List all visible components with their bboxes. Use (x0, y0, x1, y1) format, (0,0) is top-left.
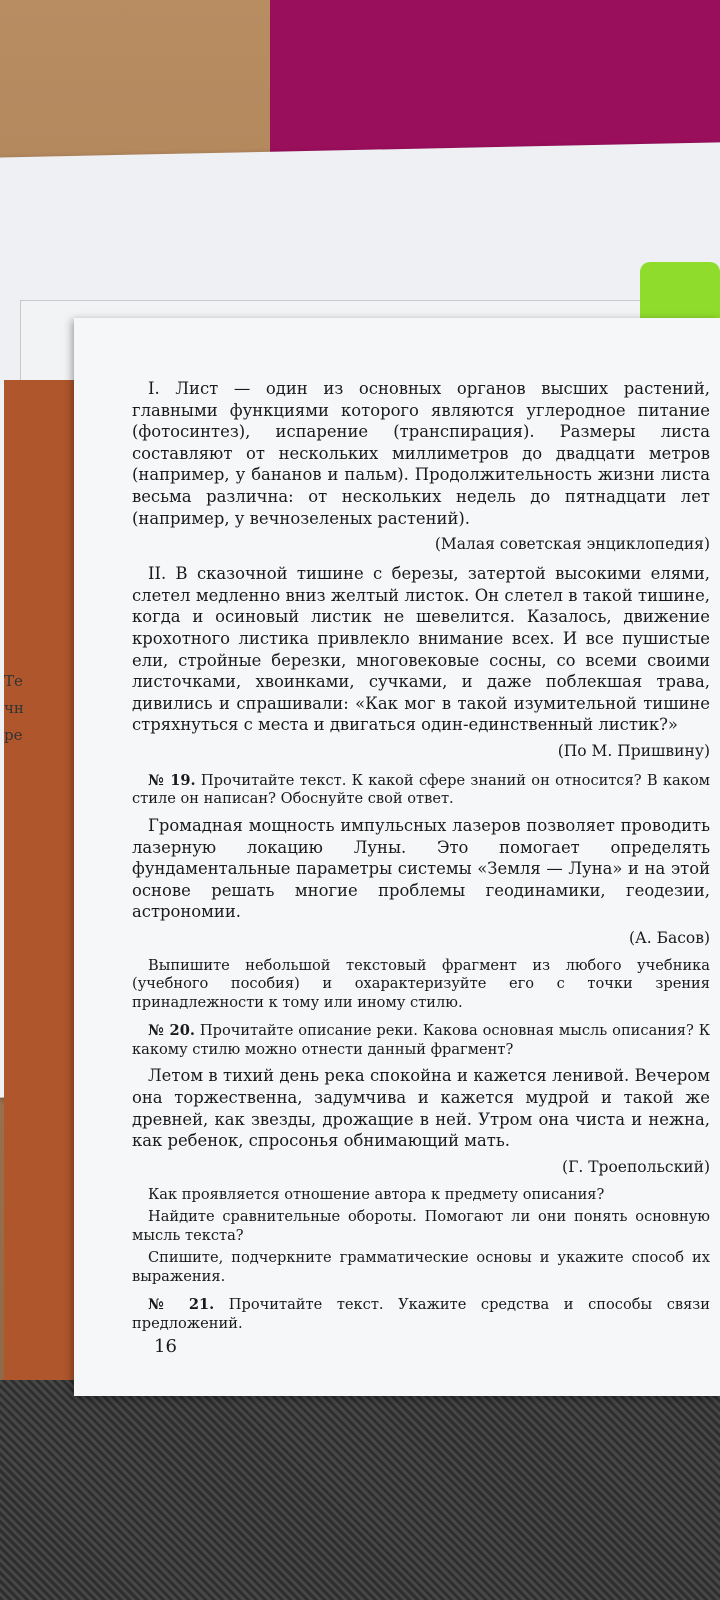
task-20 (132, 1022, 710, 1059)
page-content (132, 378, 710, 1339)
task-19-text: Прочитайте текст. К какой сфере знаний он относится? В каком стиле он написан? Обоснуйте свой ответ. (132, 771, 710, 808)
source-encyclopedia: (Малая советская энциклопедия) (434, 535, 710, 554)
text-lasers: Громадная мощность импульсных лазеров позволяет проводить лазерную локацию Луны. Это помогает определять фундаментальные параметры системы «Земля — Луна» и на этой основе решать многие проблемы геодинамики, геодезии, астрономии. (132, 815, 710, 922)
task-extra: Выпишите небольшой текстовый фрагмент из любого учебника (учебного пособия) и охарактеризуйте его с точки зрения принадлежности к тому или иному стилю. (132, 956, 710, 1011)
task-19-number: № 19. (148, 771, 196, 789)
page-number: 16 (154, 1336, 177, 1357)
text-leaf-encyclopedia: I. Лист — один из основных органов высших растений, главными функциями которого являются углеродное питание (фотосинтез), испарение (транспирация). Размеры листа составляют от нескольких миллиметров до двадцати метров (например, у бананов и пальм). Продолжительность жизни листа весьма различна: от нескольких недель до пятнадцати лет (например, у вечнозеленых растений). (132, 379, 710, 528)
question-1: Как проявляется отношение автора к предмету описания? (148, 1185, 605, 1203)
source-troepolsky: (Г. Троепольский) (562, 1157, 710, 1176)
text-leaf-prishvin: II. В сказочной тишине с березы, затертой высокими елями, слетел медленно вниз желтый листок. Он слетел в такой тишине, когда и осиновый листик не шевелится. Казалось, движение крохотного листика привлекло внимание всех. И все пушистые ели, стройные березки, многовековые сосны, со всеми своими листочками, хвоинками, сучками, и даже поблекшая трава, дивились и спрашивали: «Как мог в такой изумительной тишине стряхнуться с места и двигаться один-единственный листик?» (132, 564, 710, 735)
task-21-text: Прочитайте текст. Укажите средства и способы связи предложений. (132, 1296, 710, 1332)
task-20-number: № 20. (148, 1022, 195, 1040)
textbook-page (74, 318, 720, 1396)
text-river: Летом в тихий день река спокойна и кажется ленивой. Вечером она торжественна, задумчива и кажется мудрой и такой же древней, как звезды, дрожащие в ней. Утром она чиста и нежна, как ребенок, спросонья обнимающий мать. (132, 1066, 710, 1151)
task-20-text: Прочитайте описание реки. Какова основная мысль описания? К какому стилю можно отнести данный фрагмент? (132, 1022, 711, 1058)
fragment-line: Те (4, 672, 23, 690)
fragment-line: ре (4, 726, 23, 744)
task-21-number: № 21. (148, 1296, 215, 1314)
question-3: Спишите, подчеркните грамматические основы и укажите способ их выражения. (132, 1249, 710, 1285)
book-cover-edge (4, 380, 84, 1380)
source-prishvin: (По М. Пришвину) (557, 741, 710, 760)
fragment-line: чн (4, 699, 24, 717)
cut-off-text-fragment (4, 668, 24, 749)
task-21 (132, 1296, 710, 1333)
source-basov: (А. Басов) (628, 928, 710, 947)
question-2: Найдите сравнительные обороты. Помогают ли они понять основную мысль текста? (132, 1208, 710, 1244)
fabric-background (0, 1380, 720, 1600)
task-19 (132, 772, 710, 809)
